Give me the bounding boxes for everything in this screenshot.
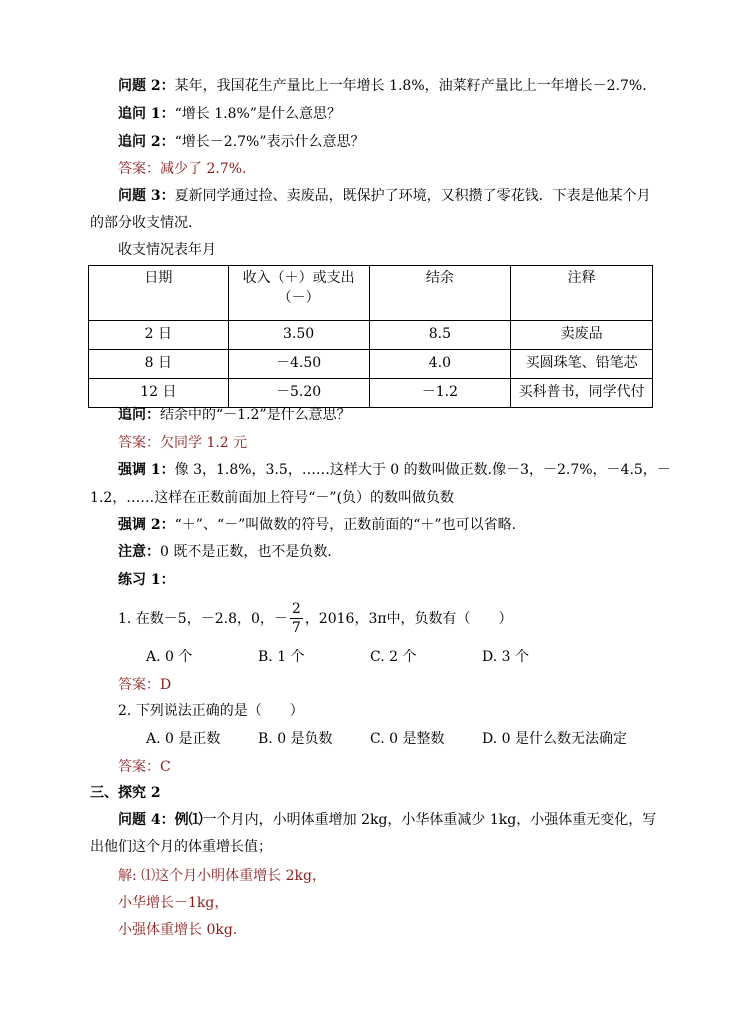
follow-up-3-text: 结余中的“－1.2”是什么意思？ bbox=[160, 407, 351, 423]
solution-line-2: 小华增长－1kg， bbox=[118, 895, 229, 911]
exercise-2-answer: 答案：C bbox=[118, 759, 171, 775]
emphasis-2 bbox=[118, 515, 516, 535]
header-income-line2: （－） bbox=[277, 290, 320, 306]
exercise-1-option-b: B. 1 个 bbox=[258, 649, 305, 665]
table-header-row bbox=[89, 266, 653, 321]
question-3 bbox=[118, 186, 651, 206]
cell-date: 8 日 bbox=[89, 350, 229, 379]
follow-up-2-text: “增长－2.7%”表示什么意思？ bbox=[174, 134, 365, 150]
fraction-denominator: 7 bbox=[291, 620, 301, 636]
question-3-label: 问题 3： bbox=[118, 188, 175, 204]
follow-up-1-text: “增长 1.8%”是什么意思？ bbox=[174, 106, 341, 122]
emphasis-1-text-line1: 像 3，1.8%，3.5，……这样大于 0 的数叫做正数.像－3，－2.7%，－4.5，－ bbox=[174, 462, 671, 478]
follow-up-3 bbox=[118, 405, 351, 425]
cell-balance: 4.0 bbox=[369, 350, 511, 379]
emphasis-1 bbox=[118, 460, 671, 480]
exercise-2-option-a: A. 0 是正数 bbox=[146, 731, 221, 747]
cell-amount: －5.20 bbox=[228, 379, 369, 408]
note-label: 注意： bbox=[118, 544, 160, 560]
exercise-1-prefix: 1. 在数－5，－2.8，0，－ bbox=[118, 610, 288, 627]
follow-up-2 bbox=[118, 132, 365, 152]
section-3-title: 三、探究 2 bbox=[90, 785, 161, 801]
question-4-label: 问题 4：例⑴ bbox=[118, 812, 203, 828]
note bbox=[118, 542, 341, 562]
exercise-1-option-c: C. 2 个 bbox=[370, 649, 417, 665]
header-note: 注释 bbox=[511, 266, 653, 321]
exercise-2-option-d: D. 0 是什么数无法确定 bbox=[482, 731, 627, 747]
question-3-text-line1: 夏新同学通过捡、卖废品，既保护了环境，又积攒了零花钱．下表是他某个月 bbox=[174, 188, 651, 204]
fraction-numerator: 2 bbox=[291, 601, 301, 617]
ledger-table bbox=[88, 265, 653, 408]
cell-note: 买科普书，同学代付 bbox=[511, 379, 653, 408]
answer-1: 答案：减少了 2.7%. bbox=[118, 161, 247, 177]
exercise-1-answer: 答案：D bbox=[118, 677, 172, 693]
note-text: 0 既不是正数，也不是负数． bbox=[160, 544, 342, 560]
exercise-2-question: 2. 下列说法正确的是（ ） bbox=[118, 703, 304, 719]
header-balance: 结余 bbox=[369, 266, 511, 321]
exercise-2-option-b: B. 0 是负数 bbox=[258, 731, 333, 747]
exercise-2-option-c: C. 0 是整数 bbox=[370, 731, 445, 747]
table-row bbox=[89, 379, 653, 408]
cell-date: 2 日 bbox=[89, 321, 229, 350]
emphasis-2-label: 强调 2： bbox=[118, 517, 175, 533]
answer-2: 答案：欠同学 1.2 元 bbox=[118, 435, 248, 451]
question-4-text-line2: 出他们这个月的体重增长值； bbox=[90, 839, 272, 855]
solution-line-1: 解: ⑴这个月小明体重增长 2kg， bbox=[118, 868, 326, 884]
emphasis-1-text-line2: 1.2，……这样在正数前面加上符号“－”(负）的数叫做负数 bbox=[90, 490, 455, 506]
header-income-line1: 收入（＋）或支出 bbox=[242, 270, 355, 286]
question-3-text-line2: 的部分收支情况. bbox=[90, 215, 193, 231]
question-4-text-line1: 一个月内，小明体重增加 2kg，小华体重减少 1kg，小强体重无变化，写 bbox=[202, 812, 657, 828]
cell-note: 卖废品 bbox=[511, 321, 653, 350]
follow-up-1-label: 追问 1： bbox=[118, 106, 175, 122]
exercise-1-option-d: D. 3 个 bbox=[482, 649, 529, 665]
question-2 bbox=[118, 76, 647, 96]
emphasis-1-label: 强调 1： bbox=[118, 462, 175, 478]
solution-line-3: 小强体重增长 0kg. bbox=[118, 922, 238, 938]
cell-amount: 3.50 bbox=[228, 321, 369, 350]
exercise-1-suffix: ，2016，3π中，负数有（ ） bbox=[304, 610, 513, 627]
header-income bbox=[228, 266, 369, 321]
emphasis-2-text: “＋”、“－”叫做数的符号，正数前面的“＋”也可以省略. bbox=[174, 517, 517, 533]
exercise-1-question bbox=[118, 600, 513, 637]
cell-balance: －1.2 bbox=[369, 379, 511, 408]
fraction bbox=[290, 600, 303, 637]
question-2-text: 某年，我国花生产量比上一年增长 1.8%，油菜籽产量比上一年增长－2.7%. bbox=[174, 78, 647, 94]
follow-up-3-label: 追问： bbox=[118, 407, 160, 423]
exercise-1-option-a: A. 0 个 bbox=[146, 649, 193, 665]
cell-amount: －4.50 bbox=[228, 350, 369, 379]
follow-up-1 bbox=[118, 104, 341, 124]
cell-date: 12 日 bbox=[89, 379, 229, 408]
header-date: 日期 bbox=[89, 266, 229, 321]
question-2-label: 问题 2： bbox=[118, 78, 175, 94]
cell-note: 买圆珠笔、铅笔芯 bbox=[511, 350, 653, 379]
table-caption: 收支情况表年月 bbox=[118, 242, 216, 258]
table-row bbox=[89, 350, 653, 379]
table-row bbox=[89, 321, 653, 350]
practice-label: 练习 1： bbox=[118, 572, 175, 588]
question-4 bbox=[118, 810, 656, 830]
cell-balance: 8.5 bbox=[369, 321, 511, 350]
follow-up-2-label: 追问 2： bbox=[118, 134, 175, 150]
